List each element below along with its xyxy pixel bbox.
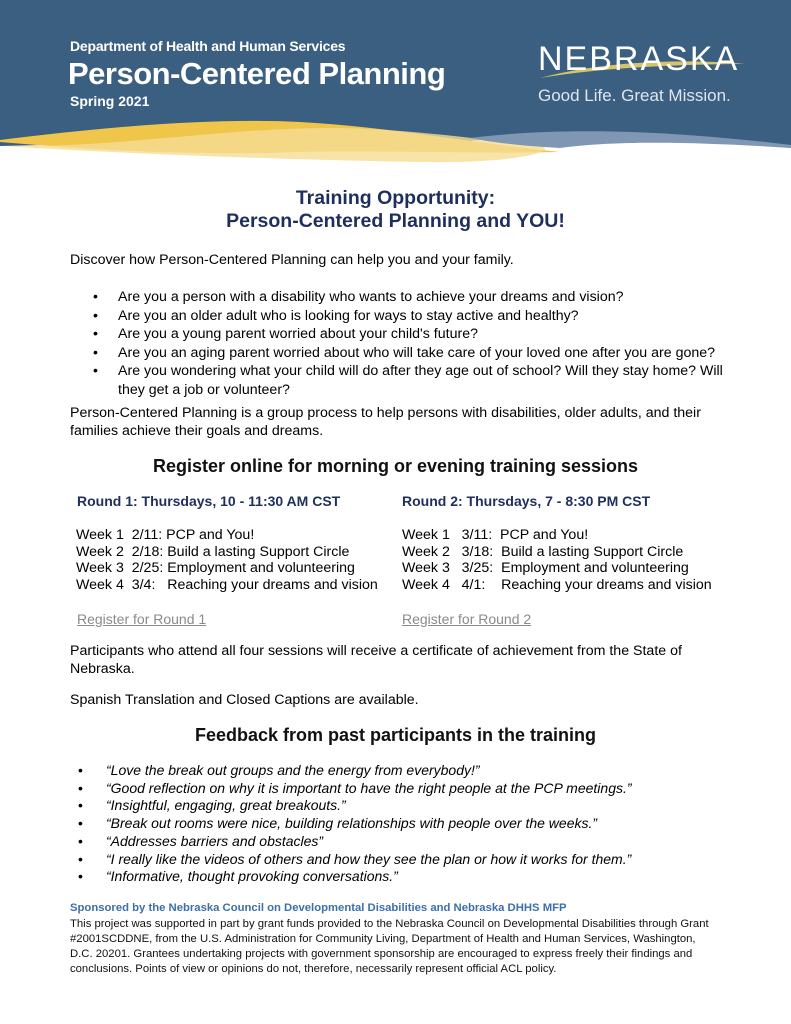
register-round-2-link[interactable]: Register for Round 2 (402, 611, 532, 627)
title-line-2: Person-Centered Planning and YOU! (226, 210, 565, 232)
register-round-1-link[interactable]: Register for Round 1 (77, 611, 207, 627)
week-item: Week 3 2/25: Employment and volunteering (76, 560, 355, 576)
list-item: • Are you a young parent worried about your child's future? (93, 325, 743, 344)
title-line-1: Training Opportunity: (295, 187, 496, 209)
round-1-section (77, 493, 378, 627)
quote-item: • “Informative, thought provoking conversations.” (78, 868, 738, 886)
disclaimer-text: This project was supported in part by grant funds provided to the Nebraska Council on Developmental Disabilities through Grant #2001SCDDNE, from the U.S. Administration for Community Living, Department of Health and Human Services, Washington, D.C. 20201. Grantees undertaking projects with government sponsorship are encouraged to express freely their findings and conclusions. Points of view or opinions do not, therefore, necessarily represent official ACL policy. (70, 918, 709, 975)
register-heading: Register online for morning or evening training sessions (152, 456, 639, 476)
list-item: • Are you a person with a disability who wants to achieve your dreams and vision? (93, 288, 743, 307)
round-heading: Round 2: Thursdays, 7 - 8:30 PM CST (402, 493, 651, 509)
sponsor-heading: Sponsored by the Nebraska Council on Developmental Disabilities and Nebraska DHHS MFP (70, 902, 567, 914)
week-item: Week 3 3/25: Employment and volunteering (402, 560, 689, 576)
description-text: Person-Centered Planning is a group process to help persons with disabilities, older adults, and their families achieve their goals and dreams. (70, 405, 701, 439)
question-list (93, 288, 743, 399)
quote-item: • “Good reflection on why it is important to have the right people at the PCP meetings.” (78, 780, 738, 798)
feedback-heading: Feedback from past participants in the training (194, 725, 597, 745)
week-item: Week 4 4/1: Reaching your dreams and vision (402, 576, 712, 593)
accessibility-text: Spanish Translation and Closed Captions are available. (70, 692, 419, 708)
week-item: Week 2 2/18: Build a lasting Support Circle (76, 543, 350, 560)
week-item: Week 2 3/18: Build a lasting Support Circle (402, 543, 684, 560)
intro-text: Discover how Person-Centered Planning can help you and your family. (70, 252, 514, 268)
season-label: Spring 2021 (70, 93, 150, 109)
week-item: Week 1 2/11: PCP and You! (76, 527, 255, 543)
quote-item: • “Break out rooms were nice, building relationships with people over the weeks.” (78, 815, 738, 833)
quote-item: • “Addresses barriers and obstacles” (78, 833, 738, 851)
quote-item: • “Love the break out groups and the energy from everybody!” (78, 762, 738, 780)
quote-item: • “Insightful, engaging, great breakouts.” (78, 797, 738, 815)
nebraska-logo: NEBRASKA (538, 40, 740, 78)
logo-tagline: Good Life. Great Mission. (538, 86, 731, 105)
week-item: Week 1 3/11: PCP and You! (402, 527, 589, 543)
header-title: Person-Centered Planning (68, 56, 446, 91)
certificate-text: Participants who attend all four sessions will receive a certificate of achievement from the State of Nebraska. (70, 643, 682, 677)
header-banner (0, 0, 791, 180)
round-2-section (402, 493, 712, 627)
page-title (0, 187, 791, 233)
week-item: Week 4 3/4: Reaching your dreams and vision (76, 576, 378, 593)
quote-item: • “I really like the videos of others and how they see the plan or how it works for them.” (78, 851, 738, 869)
list-item: • Are you an aging parent worried about who will take care of your loved one after you are gone? (93, 344, 743, 363)
list-item: • Are you an older adult who is looking for ways to stay active and healthy? (93, 307, 743, 326)
round-heading: Round 1: Thursdays, 10 - 11:30 AM CST (77, 493, 341, 509)
feedback-list (78, 762, 738, 886)
department-name: Department of Health and Human Services (70, 38, 346, 54)
list-item: • Are you wondering what your child will do after they age out of school? Will they stay home? Will they get a job or volunteer? (93, 362, 743, 399)
